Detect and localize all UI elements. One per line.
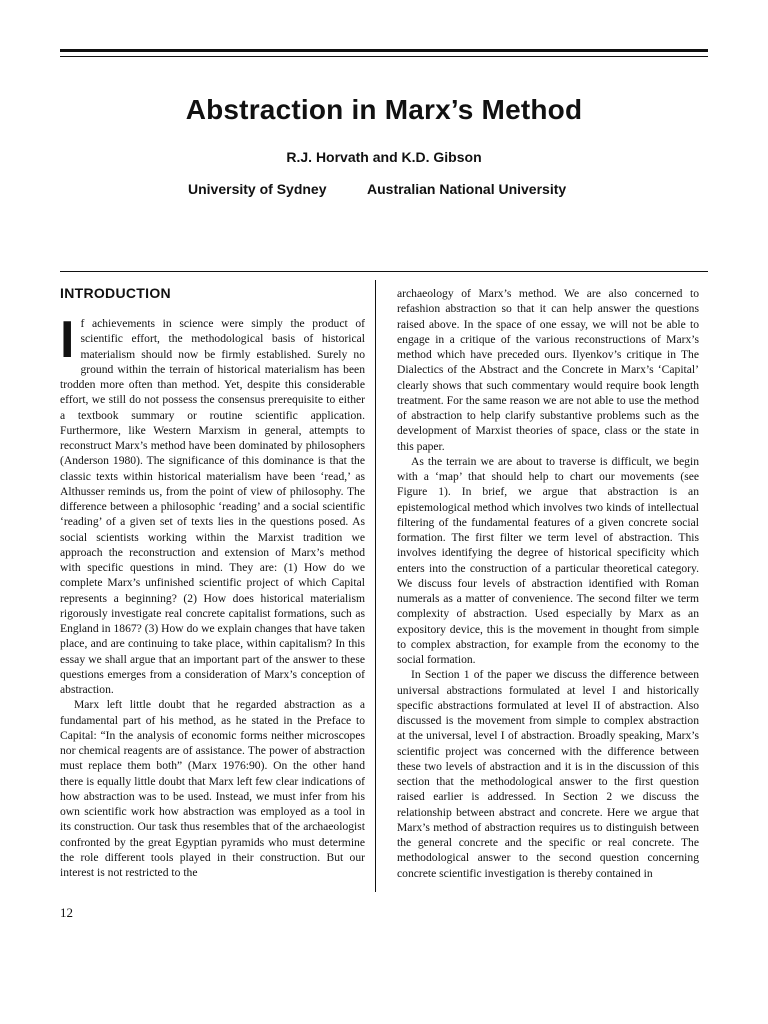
drop-cap: I [60,311,75,369]
column-divider [375,280,376,892]
page-number: 12 [60,905,73,920]
right-column [397,286,699,881]
paragraph: In Section 1 of the paper we discuss the difference between universal abstractions formulated at level I and historically specific abstractions formulated at level II of abstraction. Also discussed is the movement from simple to complex abstraction at the universal, level I of abstraction. Broadly speaking, Marx’s scientific project was concerned with the difference between these two levels of abstraction and it is in the discussion of this section that the methodological answer to the first question raised earlier is addressed. In Section 2 we discuss the relationship between abstract and concrete. Here we argue that Marx’s method of abstraction requires us to distinguish between the general concrete and the specific or real concrete. The methodological answer to the second question concerning concrete scientific investigation is thereby contained in [397,668,699,880]
top-rule-thick [60,49,708,52]
top-rule-thin [60,56,708,57]
paragraph: Marx left little doubt that he regarded abstraction as a fundamental part of his method, as he stated in the Preface to Capital: “In the analysis of economic forms neither microscopes nor chemical reagents are of assistance. The power of abstraction must replace them both” (Marx 1976:90). On the other hand there is equally little doubt that Marx left few clear indications of how abstraction was to be used. Instead, we must infer from his own scientific work how abstraction was employed as a tool in its construction. Our task thus resembles that of the archaeologist confronted by the great Egyptian pyramids who must determine the role different tools played in their construction. But our interest is not restricted to the [60,698,365,879]
section-heading-introduction: INTRODUCTION [60,285,171,301]
left-column [60,284,365,880]
paragraph: As the terrain we are about to traverse is difficult, we begin with a ‘map’ that should help to chart our movements (see Figure 1). In brief, we argue that abstraction is an epistemological method which involves two kinds of intellectual filtering of the fundamental features of a given concrete social formation. The first filter we term level of abstraction. This involves identifying the degree of historical specificity which enters into the construction of a particular theoretical category. We discuss four levels of abstraction identified with Roman numerals as a matter of convenience. The second filter we term complexity of abstraction. Used especially by Marx as an expository device, this is the movement in thought from simple to complex abstraction, for example from the economy to the social formation. [397,454,699,666]
paragraph: archaeology of Marx’s method. We are also concerned to refashion abstraction so that it can help answer the questions raised above. In the space of one essay, we will not be able to engage in a critique of the various reconstructions of Marx’s method which have preceded ours. Ilyenkov’s critique in The Dialectics of the Abstract and the Concrete in Marx’s ‘Capital’ clearly shows that such commentary would require book length treatment. For the same reason we are not able to use the method of abstraction to help clarify substantive problems such as the development of Marxist theories of space, class or the state in this paper. [397,287,699,453]
affiliation-anu: Australian National University [367,181,567,197]
affiliation-sydney: University of Sydney [188,181,327,197]
paragraph: f achievements in science were simply the product of scientific effort, the methodological basis of historical materialism should now be firmly established. Surely no ground within the terrain of historical materialism has been trodden more often than method. Yet, despite this considerable effort, we still do not possess the consensus prerequisite to either a textbook summary or routine scientific application. Furthermore, like Western Marxism in general, attempts to reconstruct Marx’s method have been dominated by philosophers (Anderson 1980). The significance of this dominance is that the classic texts within historical materialism have been ‘read,’ as Althusser reminds us, from the point of view of philosophy. The difference between a philosophic ‘reading’ and a social scientific ‘reading’ of a given set of texts lies in the questions posed. As social scientists working within the Marxist tradition we approach the reconstruction and extension of Marx’s method with specific questions in mind. They are: (1) How do we complete Marx’s unfinished scientific project of which Capital represents a beginning? (2) How does historical materialism rigorously investigate real concrete capitalist formations, such as England in 1867? (3) How do we explain changes that have taken place, and are continuing to take place, within capitalism? In this essay we shall argue that an important part of the answer to these questions emerges from a consideration of Marx’s conception of abstraction. [60,317,365,696]
article-authors: R.J. Horvath and K.D. Gibson [286,149,482,165]
section-rule [60,271,708,272]
article-title: Abstraction in Marx’s Method [185,94,583,125]
